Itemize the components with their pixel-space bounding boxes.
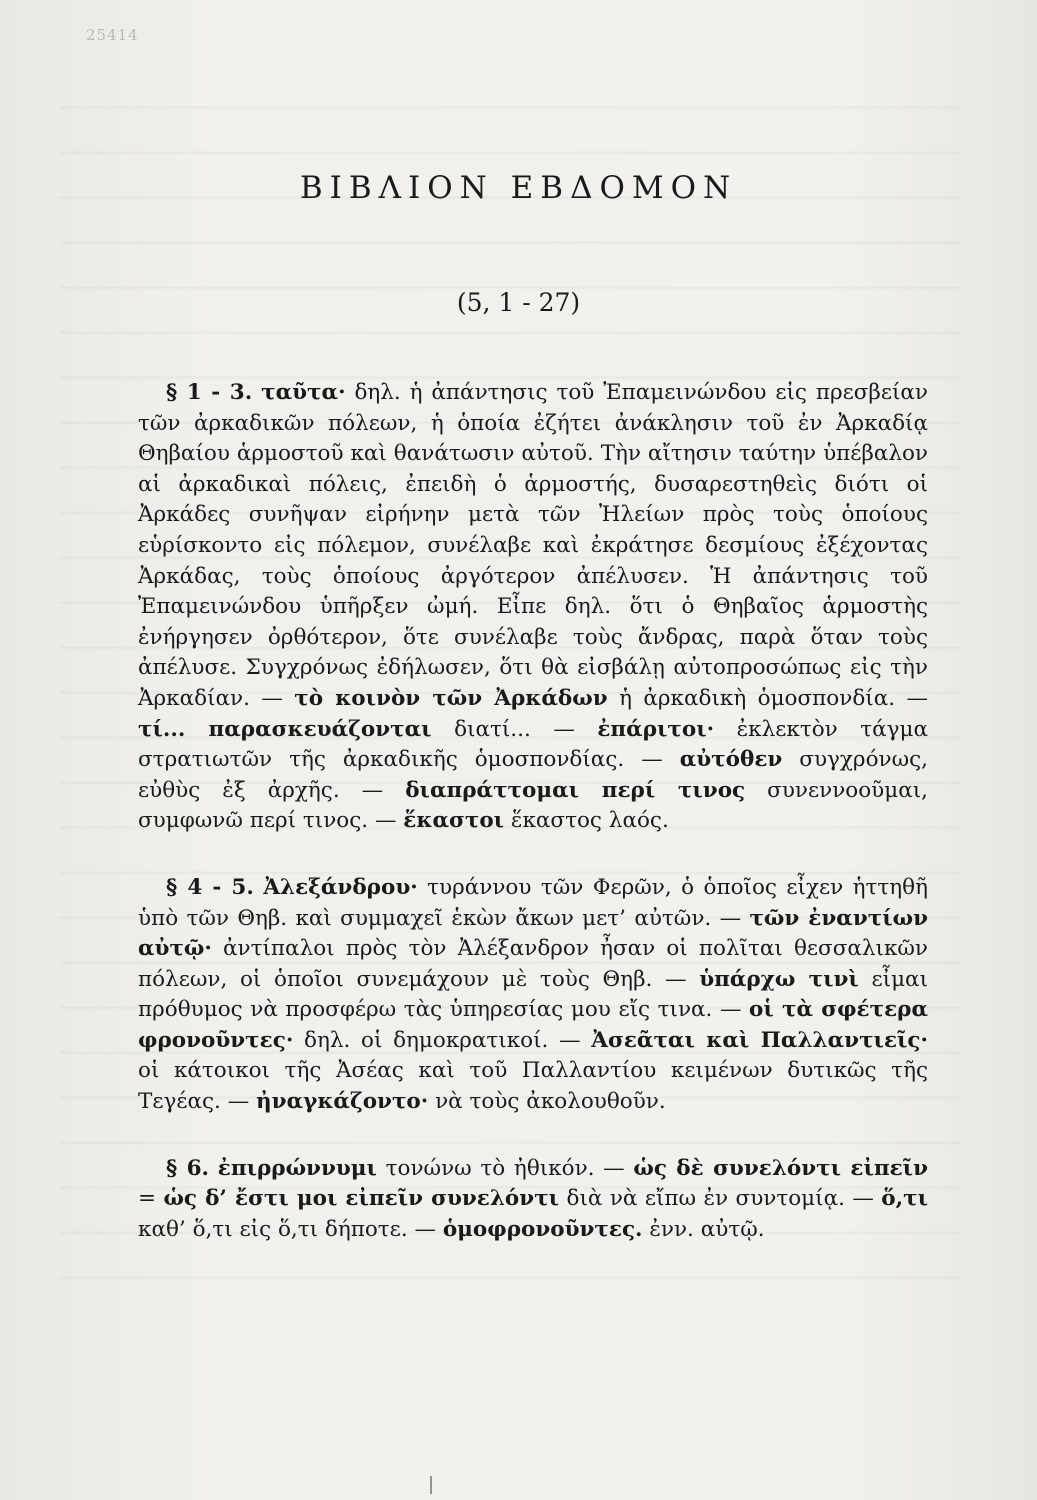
gloss-text: δηλ. ἡ ἀπάντησις τοῦ Ἐπαμεινώνδου εἰς πρεσβείαν τῶν ἀρκαδικῶν πόλεων, ἡ ὁποία ἐζήτει ἀνάκλησιν τοῦ ἐν Ἀρκαδίᾳ Θηβαίου ἁρμοστοῦ καὶ θανάτωσιν αὐτοῦ. Τὴν αἴτησιν ταύτην ὑπέβαλον αἱ ἀρκαδικαὶ πόλεις, ἐπειδὴ ὁ ἁρμοστής, δυσαρεστηθεὶς διότι οἱ Ἀρκάδες συνῆψαν εἰρήνην μετὰ τῶν Ἠλείων πρὸς τοὺς ὁποίους εὑρίσκοντο εἰς πόλεμον, συνέλαβε καὶ ἐκράτησε δεσμίους ἐξέχοντας Ἀρκάδας, τοὺς ὁποίους ἀργότερον ἀπέλυσεν. Ἡ ἀπάντησις τοῦ Ἐπαμεινώνδου ὑπῆρξεν ὠμή. Εἶπε δηλ. ὅτι ὁ Θηβαῖος ἁρμοστὴς ἐνήργησεν ὀρθότερον, ὅτε συνέλαβε τοὺς ἄνδρας, παρὰ ὅταν τοὺς ἀπέλυσε. Συγχρόνως ἐδήλωσεν, ὅτι θὰ εἰσβάλῃ αὐτοπροσώπως εἰς τὴν Ἀρκαδίαν. — xyxy=(138,380,928,711)
section-marker: § 4 - 5. xyxy=(166,874,254,900)
lemma-term: Ἀσεᾶται καὶ Παλλαντιεῖς· xyxy=(591,1027,929,1053)
gloss-text: οἱ κάτοικοι τῆς Ἀσέας καὶ τοῦ Παλλαντίου κειμένων δυτικῶς τῆς Τεγέας. — xyxy=(138,1058,928,1115)
faint-page-mark: 25414 xyxy=(86,26,139,44)
chapter-range: (5, 1 - 27) xyxy=(456,288,581,317)
paragraph-text xyxy=(138,380,928,833)
gloss-text: ἐκλεκτὸν τάγμα στρατιωτῶν τῆς ἀρκαδικῆς ὁμοσπονδίας. — xyxy=(138,716,929,773)
gloss-text: ἐνν. αὐτῷ. xyxy=(642,1216,765,1242)
lemma-term: τῶν ἐναντίων αὐτῷ· xyxy=(138,905,928,962)
lemma-term: ταῦτα· xyxy=(261,380,346,405)
gloss-text: διὰ νὰ εἴπω ἐν συντομίᾳ. — xyxy=(559,1186,882,1212)
gloss-text: εἶμαι πρόθυμος νὰ προσφέρω τὰς ὑπηρεσίας μου εἴς τινα. — xyxy=(138,966,928,1023)
gloss-text: διατί... — xyxy=(431,716,598,742)
lemma-term: ἕκαστοι xyxy=(403,808,505,834)
lemma-term: Ἀλεξάνδρου· xyxy=(263,874,418,900)
lemma-term: τὸ κοινὸν τῶν Ἀρκάδων xyxy=(294,685,608,711)
paragraph-text xyxy=(138,1156,928,1242)
lemma-term: οἱ τὰ σφέτερα φρονοῦντες· xyxy=(138,997,928,1053)
gloss-text: συγχρόνως, εὐθὺς ἐξ ἀρχῆς. — xyxy=(138,747,928,803)
gloss-text: ἀντίπαλοι πρὸς τὸν Ἀλέξανδρον ἦσαν οἱ πολῖται θεσσαλικῶν πόλεων, οἱ ὁποῖοι συνεμάχουν μὲ τοὺς Θηβ. — xyxy=(138,936,928,992)
gloss-text: ἕκαστος λαός. xyxy=(504,808,669,834)
lemma-term: ἐπιρρώννυμι xyxy=(217,1155,377,1181)
gloss-text: = xyxy=(138,1186,164,1212)
lemma-term: διαπράττομαι περί τινος xyxy=(405,777,746,803)
commentary-paragraph xyxy=(138,873,928,1118)
gloss-text: νὰ τοὺς ἀκολουθοῦν. xyxy=(428,1089,666,1115)
lemma-term: ἐπάριτοι· xyxy=(597,716,715,742)
lemma-term: ὡς δὲ συνελόντι εἰπεῖν xyxy=(633,1155,928,1181)
lemma-term: ἠναγκάζοντο· xyxy=(256,1089,429,1115)
commentary-paragraph xyxy=(138,1154,928,1246)
gloss-text: συνεννοοῦμαι, συμφωνῶ περί τινος. — xyxy=(138,777,928,834)
commentary-body xyxy=(138,378,928,1245)
lemma-term: ὡς δ’ ἔστι μοι εἰπεῖν συνελόντι xyxy=(163,1186,560,1212)
commentary-paragraph xyxy=(138,378,928,837)
lemma-term: ὁμοφρονοῦντες. xyxy=(442,1216,643,1242)
gloss-text: καθ’ ὅ,τι εἰς ὅ,τι δήποτε. — xyxy=(138,1216,443,1242)
gloss-text: δηλ. οἱ δημοκρατικοί. — xyxy=(293,1027,592,1053)
gloss-text: τυράννου τῶν Φερῶν, ὁ ὁποῖος εἶχεν ἡττηθῆ ὑπὸ τῶν Θηβ. καὶ συμμαχεῖ ἑκὼν ἄκων μετ’ αὐτῶν. — xyxy=(138,874,928,931)
gloss-text: τονώνω τὸ ἠθικόν. — xyxy=(376,1155,634,1181)
lemma-term: τί... παρασκευάζονται xyxy=(138,716,432,742)
lemma-term: ὅ,τι xyxy=(881,1186,928,1212)
lemma-term: αὐτόθεν xyxy=(679,747,783,773)
gloss-text: ἡ ἀρκαδικὴ ὁμοσπονδία. — xyxy=(607,685,928,711)
section-marker: § 6. xyxy=(166,1155,210,1181)
lemma-term: ὑπάρχω τινὶ xyxy=(699,966,859,992)
section-marker: § 1 - 3. xyxy=(166,380,253,405)
book-title: ΒΙΒΛΙΟΝ ΕΒΔΟΜΟΝ xyxy=(299,170,738,206)
page-edge-mark xyxy=(430,1476,432,1494)
paragraph-text xyxy=(138,875,928,1114)
